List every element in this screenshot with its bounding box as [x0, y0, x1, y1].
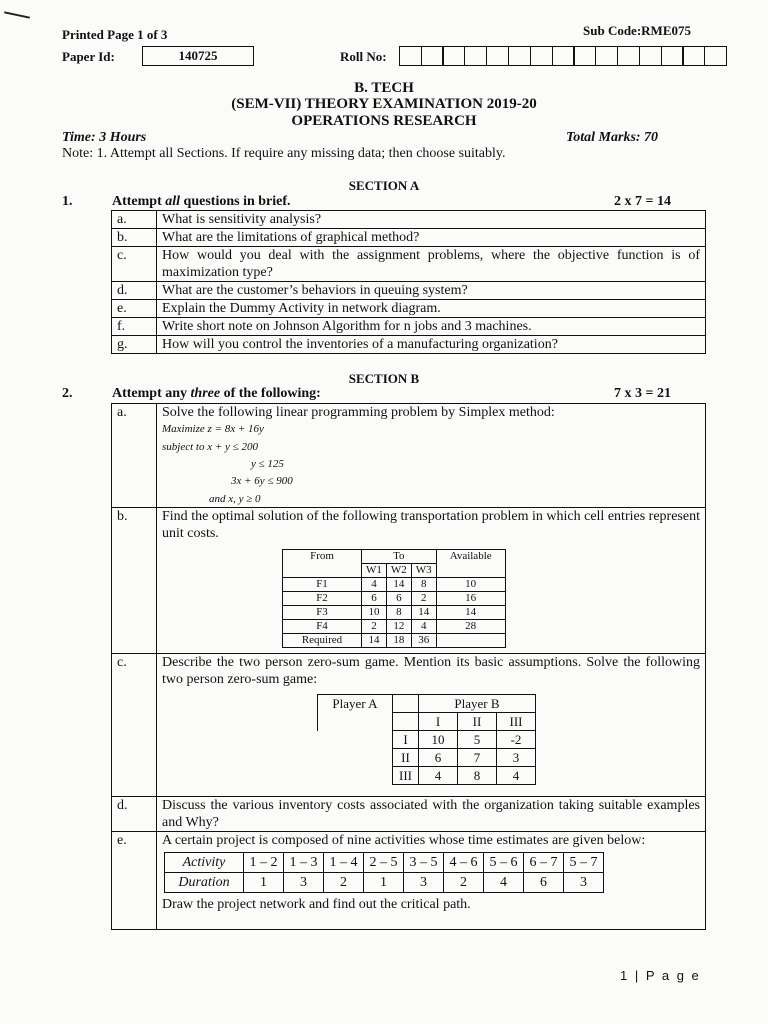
- question-row-2c: [112, 654, 706, 797]
- activity-label: Activity: [165, 853, 244, 873]
- question-label: d.: [112, 282, 157, 300]
- question-row: [112, 211, 706, 229]
- duration-cell: 4: [484, 873, 524, 893]
- payoff-cell: 4: [497, 767, 536, 785]
- payoff-cell: 7: [458, 749, 497, 767]
- payoff-cell: 10: [419, 731, 458, 749]
- strategy-a-header: III: [393, 767, 419, 785]
- roll-no-box: [595, 46, 618, 66]
- cost-cell: 14: [411, 606, 436, 620]
- table-row: [318, 767, 536, 785]
- factory-name: F4: [283, 620, 362, 634]
- duration-cell: 6: [524, 873, 564, 893]
- section-b-table: [111, 403, 706, 930]
- question-label: e.: [112, 832, 157, 930]
- activity-cell: 4 – 6: [444, 853, 484, 873]
- lp-nonneg: and x, y ≥ 0: [209, 493, 261, 505]
- section-a-heading: SECTION A: [348, 178, 420, 193]
- roll-no-box: [661, 46, 684, 66]
- duration-cell: 3: [404, 873, 444, 893]
- cost-cell: 12: [386, 620, 411, 634]
- question-text: Discuss the various inventory costs associated with the organization taking suitable examples and Why?: [157, 797, 706, 832]
- roll-no-box: [704, 46, 727, 66]
- margin-pen-mark: [4, 11, 30, 18]
- project-task: Draw the project network and find out the critical path.: [162, 897, 471, 912]
- strategy-b-header: II: [458, 713, 497, 731]
- question-text: How would you deal with the assignment problems, where the objective function is of maximization type?: [157, 247, 706, 282]
- question-text: What are the limitations of graphical method?: [157, 229, 706, 247]
- subject-title: OPERATIONS RESEARCH: [291, 113, 477, 129]
- warehouse-header: W3: [411, 564, 436, 578]
- activity-table: [164, 852, 604, 893]
- q1-instruction: Attempt all questions in brief.: [112, 194, 291, 209]
- section-b-heading: SECTION B: [348, 371, 420, 386]
- duration-cell: 2: [444, 873, 484, 893]
- question-text: [157, 654, 706, 797]
- to-header: To: [362, 550, 437, 564]
- table-row: [283, 606, 506, 620]
- strategy-a-header: I: [393, 731, 419, 749]
- cost-cell: 4: [362, 578, 387, 592]
- activity-cell: 1 – 2: [244, 853, 284, 873]
- duration-cell: 3: [284, 873, 324, 893]
- activity-cell: 1 – 4: [324, 853, 364, 873]
- question-label: g.: [112, 336, 157, 354]
- q1-number: 1.: [62, 194, 73, 209]
- roll-no-box: [530, 46, 553, 66]
- question-text: What are the customer’s behaviors in queuing system?: [157, 282, 706, 300]
- roll-no-label: Roll No:: [340, 49, 387, 64]
- duration-cell: 1: [364, 873, 404, 893]
- player-a-label: Player A: [318, 695, 393, 731]
- factory-name: F1: [283, 578, 362, 592]
- roll-no-box: [486, 46, 509, 66]
- note: Note: 1. Attempt all Sections. If require any missing data; then choose suitably.: [62, 146, 506, 161]
- question-label: f.: [112, 318, 157, 336]
- page-number: 1 | P a g e: [620, 968, 701, 983]
- activity-cell: 5 – 6: [484, 853, 524, 873]
- roll-no-box: [682, 46, 705, 66]
- question-row: [112, 300, 706, 318]
- q1-marks: 2 x 7 = 14: [614, 194, 671, 209]
- paper-id-label: Paper Id:: [62, 49, 115, 64]
- duration-cell: 2: [324, 873, 364, 893]
- question-row-2b: [112, 508, 706, 654]
- activity-cell: 6 – 7: [524, 853, 564, 873]
- cost-cell: 4: [411, 620, 436, 634]
- question-row: [112, 229, 706, 247]
- roll-no-box: [399, 46, 422, 66]
- table-row: [283, 592, 506, 606]
- sub-code: Sub Code:RME075: [583, 23, 691, 38]
- activity-cell: 5 – 7: [564, 853, 604, 873]
- q2-instruction: Attempt any three of the following:: [112, 386, 321, 401]
- factory-name: F3: [283, 606, 362, 620]
- cost-cell: 6: [362, 592, 387, 606]
- question-text: Explain the Dummy Activity in network diagram.: [157, 300, 706, 318]
- exam-title: (SEM-VII) THEORY EXAMINATION 2019-20: [231, 96, 537, 112]
- player-b-label: Player B: [419, 695, 536, 713]
- roll-no-box: [421, 46, 444, 66]
- table-row: [283, 620, 506, 634]
- question-text: How will you control the inventories of a manufacturing organization?: [157, 336, 706, 354]
- degree-title: B. TECH: [354, 80, 414, 96]
- question-text: [157, 832, 706, 930]
- question-row-2a: [112, 404, 706, 508]
- available-cell: 10: [436, 578, 505, 592]
- from-header: From: [283, 550, 362, 578]
- roll-no-boxes: [400, 46, 727, 66]
- cost-cell: 2: [362, 620, 387, 634]
- question-row: [112, 336, 706, 354]
- roll-no-box: [508, 46, 531, 66]
- warehouse-header: W1: [362, 564, 387, 578]
- question-text: Write short note on Johnson Algorithm for n jobs and 3 machines.: [157, 318, 706, 336]
- factory-name: F2: [283, 592, 362, 606]
- game-intro: Describe the two person zero-sum game. Mention its basic assumptions. Solve the following two person zero-sum game:: [162, 655, 700, 687]
- question-text: [157, 404, 706, 508]
- question-label: b.: [112, 229, 157, 247]
- question-row: [112, 282, 706, 300]
- required-cell: 14: [362, 634, 387, 648]
- paper-id-value: 140725: [142, 46, 254, 66]
- required-cell: 18: [386, 634, 411, 648]
- roll-no-box: [617, 46, 640, 66]
- duration-label: Duration: [165, 873, 244, 893]
- transportation-table: [282, 549, 506, 648]
- project-intro: A certain project is composed of nine activities whose time estimates are given below:: [162, 833, 646, 848]
- lp-constraint-1: subject to x + y ≤ 200: [162, 441, 258, 453]
- question-label: e.: [112, 300, 157, 318]
- question-text: [157, 508, 706, 654]
- total-marks: Total Marks: 70: [566, 130, 659, 145]
- question-row: [112, 318, 706, 336]
- strategy-b-header: I: [419, 713, 458, 731]
- roll-no-box: [639, 46, 662, 66]
- question-label: a.: [112, 404, 157, 508]
- activity-cell: 2 – 5: [364, 853, 404, 873]
- payoff-cell: 3: [497, 749, 536, 767]
- lp-intro: Solve the following linear programming problem by Simplex method:: [162, 405, 555, 420]
- question-row-2e: [112, 832, 706, 930]
- table-row: [318, 749, 536, 767]
- payoff-cell: -2: [497, 731, 536, 749]
- duration-cell: 1: [244, 873, 284, 893]
- payoff-cell: 4: [419, 767, 458, 785]
- question-label: b.: [112, 508, 157, 654]
- strategy-b-header: III: [497, 713, 536, 731]
- available-cell: 28: [436, 620, 505, 634]
- question-label: c.: [112, 247, 157, 282]
- cost-cell: 8: [386, 606, 411, 620]
- transport-intro: Find the optimal solution of the following transportation problem in which cell entries represent unit costs.: [162, 509, 700, 541]
- question-text: What is sensitivity analysis?: [157, 211, 706, 229]
- question-row: [112, 247, 706, 282]
- question-row-2d: [112, 797, 706, 832]
- activity-cell: 1 – 3: [284, 853, 324, 873]
- roll-no-box: [442, 46, 465, 66]
- empty-cell: [436, 634, 505, 648]
- payoff-matrix: [317, 694, 536, 785]
- payoff-cell: 8: [458, 767, 497, 785]
- roll-no-box: [552, 46, 575, 66]
- q2-number: 2.: [62, 386, 73, 401]
- warehouse-header: W2: [386, 564, 411, 578]
- activity-cell: 3 – 5: [404, 853, 444, 873]
- cost-cell: 6: [386, 592, 411, 606]
- cost-cell: 10: [362, 606, 387, 620]
- payoff-cell: 5: [458, 731, 497, 749]
- strategy-a-header: II: [393, 749, 419, 767]
- question-label: d.: [112, 797, 157, 832]
- payoff-cell: 6: [419, 749, 458, 767]
- roll-no-box: [464, 46, 487, 66]
- roll-no-box: [573, 46, 596, 66]
- lp-constraint-2: y ≤ 125: [251, 458, 284, 470]
- available-header: Available: [436, 550, 505, 578]
- printed-page: Printed Page 1 of 3: [62, 27, 168, 42]
- lp-constraint-3: 3x + 6y ≤ 900: [231, 475, 293, 487]
- question-label: a.: [112, 211, 157, 229]
- question-label: c.: [112, 654, 157, 797]
- lp-objective: Maximize z = 8x + 16y: [162, 423, 264, 435]
- cost-cell: 8: [411, 578, 436, 592]
- cost-cell: 2: [411, 592, 436, 606]
- required-label: Required: [283, 634, 362, 648]
- q2-marks: 7 x 3 = 21: [614, 386, 671, 401]
- available-cell: 14: [436, 606, 505, 620]
- required-cell: 36: [411, 634, 436, 648]
- table-row: [283, 578, 506, 592]
- section-a-table: [111, 210, 706, 354]
- available-cell: 16: [436, 592, 505, 606]
- cost-cell: 14: [386, 578, 411, 592]
- table-row: [318, 731, 536, 749]
- duration-cell: 3: [564, 873, 604, 893]
- time-label: Time: 3 Hours: [62, 130, 147, 145]
